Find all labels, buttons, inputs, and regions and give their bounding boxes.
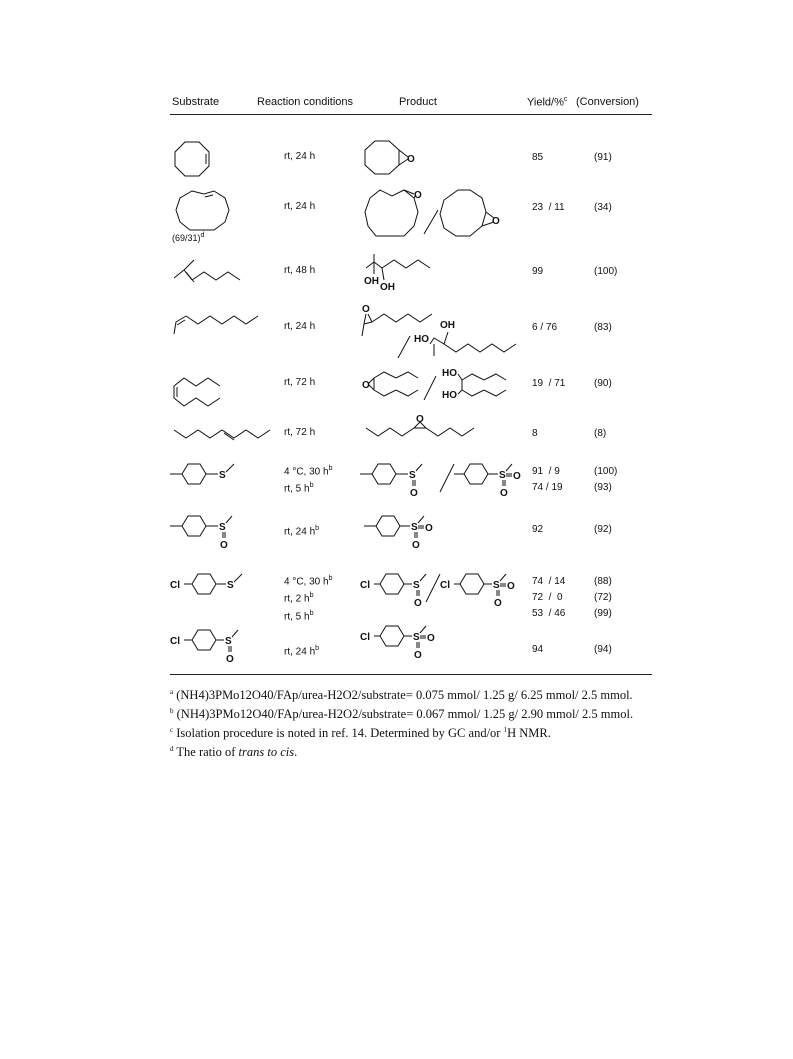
footnote-c: $^c$ Isolation procedure is noted in ref. 14. Determined by GC and/or $^1$H NMR.: [170, 726, 551, 741]
product-cyclooctene-oxide: [362, 138, 422, 178]
product-cyclododecene-oxide: [362, 186, 522, 246]
header-product: Product: [399, 96, 437, 108]
row4-conversion: (83): [594, 322, 612, 333]
row4-yield: 6 / 76: [532, 322, 558, 333]
svg-text:Cl: Cl: [170, 636, 180, 647]
substrate-methylheptene: [170, 256, 250, 286]
product-diol: [362, 252, 452, 292]
svg-text:OH: OH: [440, 320, 455, 331]
row7-yield: 91 / 9 74 / 19: [532, 466, 563, 493]
footnote-a: $^a$ (NH4)3PMo12O40/FAp/urea-H2O2/substrate= 0.075 mmol/ 1.25 g/ 6.25 mmol/ 2.5 mmol.: [170, 688, 633, 703]
svg-text:Cl: Cl: [360, 632, 370, 643]
substrate-octene: [170, 370, 230, 410]
svg-text:S: S: [227, 580, 234, 591]
svg-text:S: S: [219, 522, 226, 533]
row6-conversion: (8): [594, 428, 607, 439]
svg-text:OH: OH: [380, 282, 395, 292]
row3-conditions: rt, 48 h: [284, 265, 316, 276]
svg-text:S: S: [225, 636, 232, 647]
row3-conversion: (100): [594, 266, 618, 277]
row5-conditions: rt, 72 h: [284, 377, 316, 388]
row6-conditions: rt, 72 h: [284, 427, 316, 438]
svg-text:O: O: [414, 598, 422, 609]
svg-text:HO: HO: [414, 334, 429, 345]
svg-text:S: S: [413, 632, 420, 643]
svg-text:O: O: [410, 488, 418, 499]
svg-text:O: O: [412, 540, 420, 551]
header-substrate: Substrate: [172, 96, 220, 108]
svg-text:O: O: [414, 650, 422, 661]
row7-conditions: 4 °C, 30 $h^b$ rt, 5 $h^b$: [284, 465, 333, 495]
svg-text:O: O: [220, 540, 228, 551]
row8-conversion: (92): [594, 524, 612, 535]
svg-text:O: O: [507, 581, 515, 592]
row8-yield: 92: [532, 524, 544, 535]
substrate-dodecene: [170, 308, 270, 338]
product-sulfone: [362, 510, 452, 554]
cis-trans-ratio: $(69/31)^d$: [172, 232, 205, 243]
svg-text:O: O: [362, 304, 370, 315]
row10-conditions: rt, 24 $h^b$: [284, 645, 320, 658]
svg-text:S: S: [493, 580, 500, 591]
svg-text:OH: OH: [364, 276, 379, 287]
row9-conversion: (88) (72) (99): [594, 576, 612, 619]
row9-conditions: 4 °C, 30 $h^b$ rt, 2 $h^b$ rt, 5 $h^b$: [284, 575, 333, 622]
header-conditions: Reaction conditions: [257, 96, 354, 108]
svg-text:O: O: [500, 488, 508, 499]
row8-conditions: rt, 24 $h^b$: [284, 525, 320, 538]
product-cl-sulfone: [360, 620, 450, 664]
footnote-b: $^b$ (NH4)3PMo12O40/FAp/urea-H2O2/substrate= 0.067 mmol/ 1.25 g/ 2.90 mmol/ 2.5 mmol.: [170, 707, 634, 722]
row7-conversion: (100) (93): [594, 466, 618, 493]
svg-text:O: O: [513, 471, 521, 482]
product-cl-sulfoxide-sulfone: [360, 568, 530, 612]
product-decene-oxide: [362, 412, 482, 442]
svg-text:S: S: [499, 470, 506, 481]
row1-conditions: rt, 24 h: [284, 151, 316, 162]
svg-text:O: O: [492, 216, 500, 227]
svg-text:O: O: [407, 154, 415, 165]
row1-yield: 85: [532, 152, 544, 163]
substrate-decene: [170, 420, 280, 444]
svg-text:Cl: Cl: [360, 580, 370, 591]
row3-yield: 99: [532, 266, 544, 277]
svg-text:S: S: [409, 470, 416, 481]
product-epoxide-diol: [358, 300, 528, 360]
row1-conversion: (91): [594, 152, 612, 163]
substrate-chlorophenyl-methyl-sulfoxide: [168, 624, 258, 668]
row2-yield: 23 / 11: [532, 202, 565, 213]
row2-conversion: (34): [594, 202, 612, 213]
bottom-rule: [170, 674, 652, 675]
substrate-methyl-tolyl-sulfide: [168, 458, 248, 488]
svg-text:O: O: [494, 598, 502, 609]
substrate-cyclododecene: [170, 188, 240, 234]
product-sulfoxide-sulfone: [358, 456, 528, 500]
svg-text:S: S: [413, 580, 420, 591]
header-conversion: (Conversion): [576, 96, 639, 108]
row10-yield: 94: [532, 644, 544, 655]
footnote-d: $^d$ The ratio of trans to cis.: [170, 745, 298, 760]
svg-text:O: O: [362, 380, 370, 391]
row2-conditions: rt, 24 h: [284, 201, 316, 212]
svg-text:O: O: [226, 654, 234, 665]
svg-text:O: O: [414, 190, 422, 201]
substrate-chlorophenyl-methyl-sulfide: [168, 568, 258, 598]
row4-conditions: rt, 24 h: [284, 321, 316, 332]
svg-text:S: S: [219, 470, 226, 481]
header-yield: Yield/%$^c$: [527, 96, 568, 109]
row10-conversion: (94): [594, 644, 612, 655]
row5-conversion: (90): [594, 378, 612, 389]
svg-text:HO: HO: [442, 368, 457, 379]
svg-text:Cl: Cl: [440, 580, 450, 591]
svg-text:O: O: [427, 633, 435, 644]
svg-text:S: S: [411, 522, 418, 533]
svg-text:O: O: [425, 523, 433, 534]
substrate-cyclooctene: [170, 140, 220, 180]
top-rule: [170, 114, 652, 115]
svg-text:Cl: Cl: [170, 580, 180, 591]
row5-yield: 19 / 71: [532, 378, 566, 389]
row9-yield: 74 / 14 72 / 0 53 / 46: [532, 576, 566, 619]
svg-text:HO: HO: [442, 390, 457, 401]
product-octene-oxide-diol: [362, 364, 522, 408]
svg-text:O: O: [416, 414, 424, 425]
substrate-methyl-tolyl-sulfoxide: [168, 510, 248, 554]
row6-yield: 8: [532, 428, 538, 439]
